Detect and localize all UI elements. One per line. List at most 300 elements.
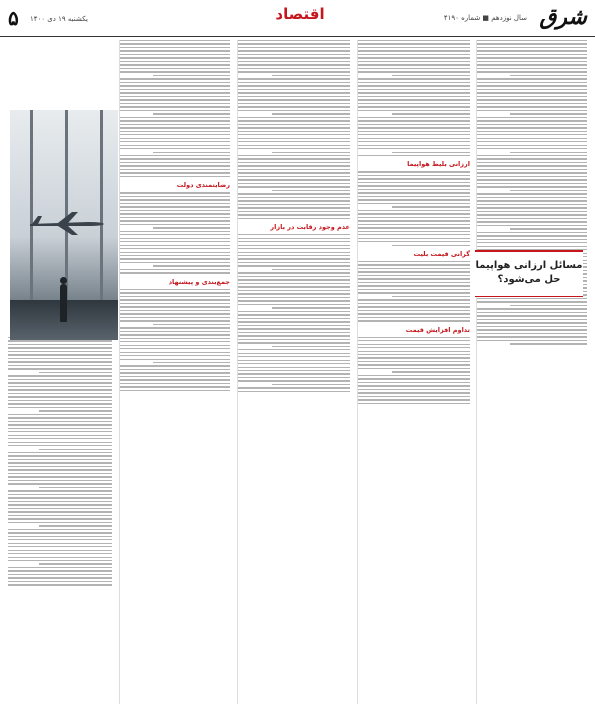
text-line [8,577,112,578]
text-line [8,546,112,547]
text-block [238,234,350,392]
text-line [8,407,112,408]
text-line [477,138,587,139]
text-line [510,190,587,191]
text-line [120,169,230,170]
text-line [477,92,587,93]
text-line [8,455,112,456]
text-line [358,141,470,142]
text-line [358,131,470,132]
text-line [120,365,230,366]
text-line [238,360,350,361]
text-line [238,158,350,159]
text-line [477,155,587,156]
text-line [8,469,112,470]
text-line [238,169,350,170]
text-line [238,321,350,322]
text-line [120,192,230,193]
text-line [238,293,350,294]
text-line [238,262,350,263]
text-line [358,275,470,276]
text-line [120,320,230,321]
text-block [8,337,112,586]
text-line [358,310,470,311]
text-line [120,310,230,311]
airplane-icon [28,210,106,236]
text-line [358,361,470,362]
text-line [8,473,112,474]
text-line [120,238,230,239]
text-line [477,239,587,240]
text-line [477,329,587,330]
text-line [120,303,230,304]
text-line [39,449,112,450]
text-line [477,319,587,320]
text-line [238,103,350,104]
text-line [153,227,230,228]
text-line [8,421,112,422]
text-line [272,190,350,191]
text-line [477,131,587,132]
text-line [8,340,112,341]
text-line [238,92,350,93]
subhead: رضایتمندی دولت [176,181,230,190]
text-line [8,347,112,348]
text-line [238,283,350,284]
text-line [120,68,230,69]
text-line [358,213,470,214]
text-line [477,71,587,72]
text-line [358,196,470,197]
text-line [358,337,470,338]
text-line [39,563,112,564]
text-block [477,40,587,345]
text-line [358,278,470,279]
text-line [238,204,350,205]
text-line [358,192,470,193]
text-line [358,217,470,218]
text-line [8,396,112,397]
text-line [358,71,470,72]
text-line [477,211,587,212]
text-line [358,392,470,393]
text-line [358,134,470,135]
text-line [238,197,350,198]
text-line [8,476,112,477]
text-line [120,241,230,242]
text-line [477,117,587,118]
text-line [8,358,112,359]
text-line [238,43,350,44]
text-line [477,214,587,215]
text-line [238,380,350,381]
text-line [392,245,470,246]
text-line [358,57,470,58]
text-line [120,258,230,259]
text-line [120,299,230,300]
text-line [477,197,587,198]
text-line [120,138,230,139]
text-line [238,265,350,266]
text-line [238,387,350,388]
text-line [8,400,112,401]
text-line [120,224,230,225]
text-line [238,328,350,329]
text-line [8,501,112,502]
subhead: ارزانی بلیط هواپیما [407,160,470,169]
text-line [238,272,350,273]
text-line [392,75,470,76]
text-line [477,78,587,79]
text-line [477,99,587,100]
text-line [8,494,112,495]
text-line [120,317,230,318]
text-line [272,346,350,347]
text-line [477,242,587,243]
text-line [120,206,230,207]
text-line [358,110,470,111]
text-line [358,303,470,304]
text-line [358,306,470,307]
text-line [120,220,230,221]
text-block [358,261,470,322]
text-line [358,99,470,100]
text-line [358,155,470,156]
text-line [238,85,350,86]
text-line [8,375,112,376]
text-line [8,529,112,530]
text-line [120,117,230,118]
text-line [358,127,470,128]
text-line [120,245,230,246]
headline-line-1: مسائل ارزانی هواپیما [475,260,583,271]
text-line [358,85,470,86]
text-line [8,567,112,568]
text-line [8,445,112,446]
text-line [238,339,350,340]
text-line [120,359,230,360]
text-line [8,490,112,491]
text-line [358,117,470,118]
text-line [8,431,112,432]
text-line [8,553,112,554]
text-line [8,518,112,519]
text-line [8,459,112,460]
text-line [120,155,230,156]
text-line [477,204,587,205]
text-line [238,207,350,208]
text-line [238,377,350,378]
text-line [477,43,587,44]
text-line [8,414,112,415]
text-line [238,367,350,368]
text-line [477,172,587,173]
text-line [238,349,350,350]
text-line [120,369,230,370]
text-line [358,385,470,386]
text-line [8,532,112,533]
text-line [238,314,350,315]
text-line [120,92,230,93]
text-line [120,99,230,100]
text-line [238,356,350,357]
text-line [238,300,350,301]
text-line [358,399,470,400]
text-line [8,368,112,369]
text-line [238,124,350,125]
text-line [238,141,350,142]
text-line [8,550,112,551]
text-line [358,210,470,211]
text-line [477,169,587,170]
text-line [358,148,470,149]
text-line [358,82,470,83]
text-line [120,352,230,353]
text-line [238,318,350,319]
text-line [39,525,112,526]
text-line [358,264,470,265]
text-line [8,442,112,443]
subhead: عدم وجود رقابت در بازار [270,223,350,232]
text-line [477,61,587,62]
text-line [358,389,470,390]
text-line [8,361,112,362]
text-line [392,206,470,207]
text-block [358,171,470,246]
text-line [238,165,350,166]
text-line [8,543,112,544]
text-line [477,40,587,41]
text-block [238,40,350,219]
headline-line-2: حل می‌شود؟ [497,274,561,285]
text-line [8,515,112,516]
text-block [120,289,230,391]
text-line [8,417,112,418]
text-line [358,199,470,200]
text-line [120,110,230,111]
text-line [120,158,230,159]
text-line [358,347,470,348]
text-line [477,120,587,121]
text-line [153,152,230,153]
text-line [120,78,230,79]
text-line [120,341,230,342]
text-line [120,47,230,48]
text-line [477,193,587,194]
text-line [120,331,230,332]
text-line [8,382,112,383]
text-line [120,217,230,218]
text-line [120,96,230,97]
text-line [477,336,587,337]
text-line [238,131,350,132]
text-line [120,379,230,380]
article-photo [10,110,118,340]
text-line [358,120,470,121]
text-line [8,522,112,523]
text-line [120,231,230,232]
text-line [238,304,350,305]
traveler-silhouette [60,284,67,322]
text-line [477,162,587,163]
text-line [358,138,470,139]
text-line [477,312,587,313]
text-line [8,462,112,463]
text-line [392,371,470,372]
text-line [477,315,587,316]
text-line [8,536,112,537]
text-line [8,483,112,484]
text-line [358,351,470,352]
text-line [477,179,587,180]
text-line [8,560,112,561]
text-line [120,210,230,211]
text-line [477,68,587,69]
text-line [358,285,470,286]
text-line [8,466,112,467]
text-line [238,214,350,215]
text-line [8,344,112,345]
text-line [8,508,112,509]
text-line [8,428,112,429]
text-line [392,113,470,114]
text-line [477,326,587,327]
text-line [238,50,350,51]
text-line [358,50,470,51]
text-line [358,175,470,176]
text-line [238,335,350,336]
page-number: ۵ [8,6,19,30]
text-line [238,183,350,184]
text-line [358,403,470,404]
text-line [477,57,587,58]
text-line [238,155,350,156]
text-line [120,89,230,90]
text-line [477,89,587,90]
text-line [120,196,230,197]
text-line [120,372,230,373]
text-line [358,299,470,300]
text-line [8,574,112,575]
text-line [39,487,112,488]
text-line [238,218,350,219]
text-line [120,296,230,297]
text-line [477,85,587,86]
text-line [120,131,230,132]
text-line [8,386,112,387]
text-line [272,269,350,270]
text-line [358,78,470,79]
text-line [120,383,230,384]
text-line [477,47,587,48]
text-line [477,186,587,187]
text-line [120,106,230,107]
text-line [358,289,470,290]
text-line [153,362,230,363]
text-line [477,308,587,309]
text-line [358,292,470,293]
text-line [120,269,230,270]
text-line [238,200,350,201]
text-line [120,292,230,293]
text-line [120,82,230,83]
text-line [358,61,470,62]
text-line [120,172,230,173]
text-line [358,320,470,321]
text-line [477,333,587,334]
text-line [358,261,470,262]
text-line [477,96,587,97]
text-line [120,165,230,166]
text-line [238,61,350,62]
text-line [358,357,470,358]
text-block [358,40,470,156]
text-line [510,343,587,344]
text-line [477,124,587,125]
text-line [8,497,112,498]
text-line [272,152,350,153]
text-line [358,124,470,125]
text-line [358,231,470,232]
article-column-4 [119,40,230,704]
text-line [120,262,230,263]
text-line [238,370,350,371]
text-line [358,92,470,93]
text-line [238,255,350,256]
text-line [358,238,470,239]
text-line [477,50,587,51]
text-line [510,113,587,114]
text-line [8,570,112,571]
text-line [358,234,470,235]
text-line [8,504,112,505]
text-line [8,403,112,404]
text-line [153,75,230,76]
text-line [477,158,587,159]
text-line [120,103,230,104]
text-line [238,297,350,298]
text-line [8,393,112,394]
text-line [358,171,470,172]
text-line [477,127,587,128]
text-line [358,340,470,341]
text-line [120,64,230,65]
text-line [358,189,470,190]
text-line [477,183,587,184]
text-line [120,162,230,163]
text-line [238,68,350,69]
text-line [358,145,470,146]
text-line [358,317,470,318]
text-line [477,54,587,55]
article-column-3 [237,40,350,704]
text-line [358,378,470,379]
text-line [238,71,350,72]
text-line [477,176,587,177]
article-column-2 [357,40,470,704]
text-line [358,64,470,65]
text-line [238,258,350,259]
text-line [358,185,470,186]
text-line [358,241,470,242]
text-line [392,152,470,153]
text-line [477,103,587,104]
text-line [238,353,350,354]
text-line [8,379,112,380]
text-line [8,435,112,436]
text-line [358,43,470,44]
text-line [8,354,112,355]
